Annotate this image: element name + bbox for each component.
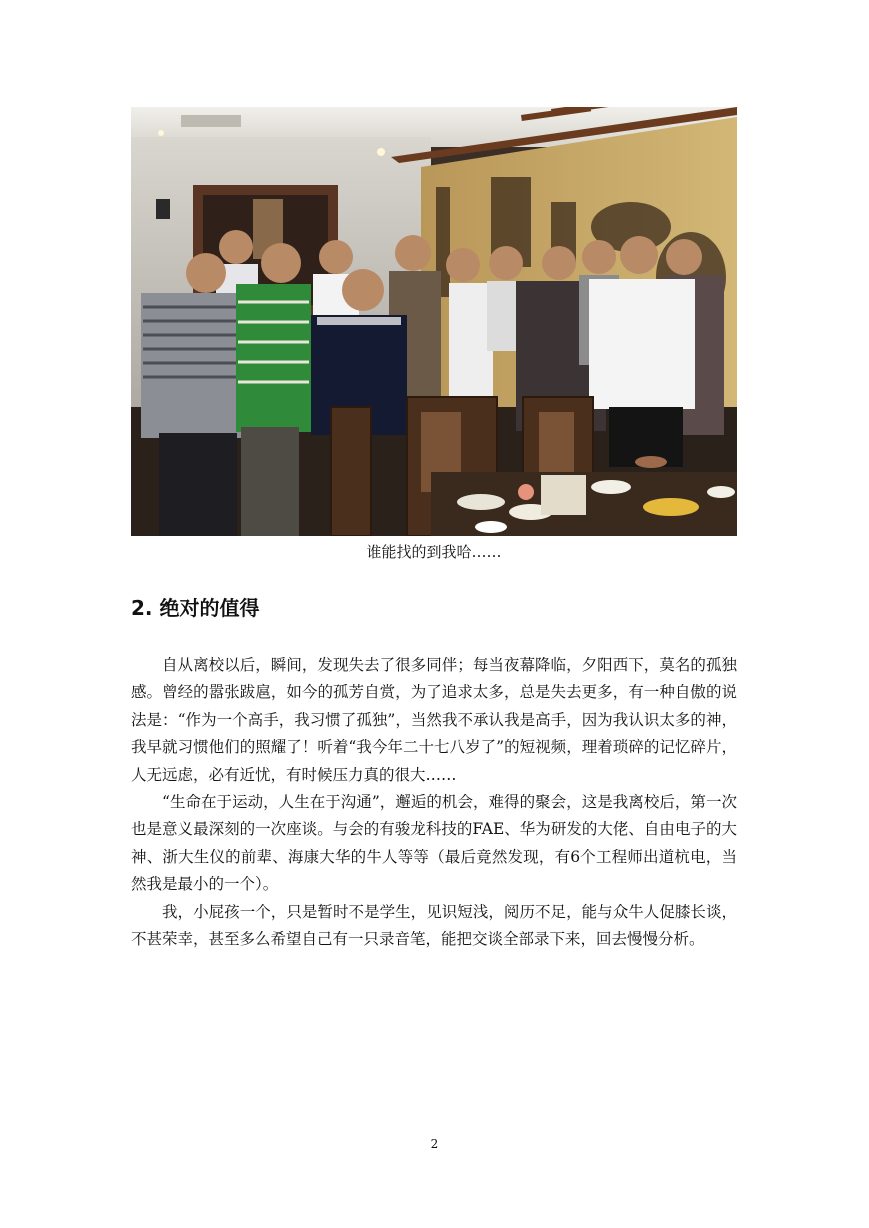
group-photo xyxy=(131,107,737,536)
body-text xyxy=(131,652,737,953)
section-heading: 2. 绝对的值得 xyxy=(131,596,260,620)
photo-caption: 谁能找的到我哈…… xyxy=(366,543,502,561)
paragraph: 自从离校以后，瞬间，发现失去了很多同伴；每当夜幕降临，夕阳西下，莫名的孤独感。曾经的嚣张跋扈，如今的孤芳自赏，为了追求太多，总是失去更多，有一种自傲的说法是：“作为一个高手，我习惯了孤独”，当然我不承认我是高手，因为我认识太多的神，我早就习惯他们的照耀了！听着“我今年二十七八岁了”的短视频，理着琐碎的记忆碎片，人无远虑，必有近忧，有时候压力真的很大…… xyxy=(131,656,737,784)
group-photo-icon xyxy=(131,107,737,536)
paragraph: “生命在于运动，人生在于沟通”，邂逅的机会，难得的聚会，这是我离校后，第一次也是意义最深刻的一次座谈。与会的有骏龙科技的FAE、华为研发的大佬、自由电子的大神、浙大生仪的前辈、海康大华的牛人等等（最后竟然发现，有6个工程师出道杭电，当然我是最小的一个）。 xyxy=(131,793,737,894)
page-number: 2 xyxy=(430,1137,439,1151)
paragraph: 我，小屁孩一个，只是暂时不是学生，见识短浅，阅历不足，能与众牛人促膝长谈，不甚荣幸，甚至多么希望自己有一只录音笔，能把交谈全部录下来，回去慢慢分析。 xyxy=(131,902,737,949)
